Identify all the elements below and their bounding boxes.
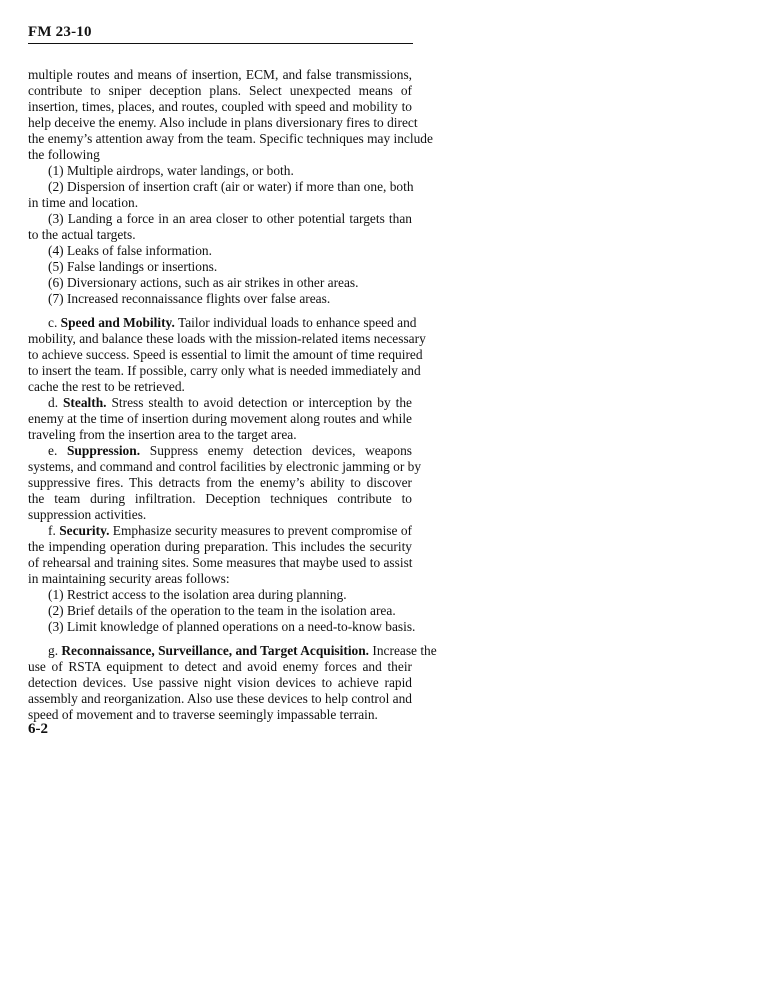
- list-item: (5) False landings or insertions.: [48, 259, 218, 274]
- header-rule: [28, 43, 413, 44]
- paragraph-lead-text: Suppress enemy detection devices, weapons: [140, 443, 412, 458]
- page-number: 6-2: [28, 721, 48, 737]
- paragraph-letter: c.: [48, 315, 61, 330]
- text-line: suppressive fires. This detracts from the enemy’s ability to discover: [28, 475, 412, 490]
- list-item: (2) Dispersion of insertion craft (air or water) if more than one, both: [48, 179, 414, 194]
- paragraph-letter: e.: [48, 443, 67, 458]
- paragraph-lead-text: Increase the: [369, 643, 437, 658]
- text-line: traveling from the insertion area to the target area.: [28, 427, 297, 442]
- paragraph-lead-text: Emphasize security measures to prevent compromise of: [109, 523, 413, 538]
- paragraph-suppression: [28, 443, 422, 523]
- list-item: (4) Leaks of false information.: [48, 243, 212, 258]
- paragraph-security: [28, 523, 416, 635]
- text-line: to insert the team. If possible, carry only what is needed immediately and: [28, 363, 421, 378]
- text-line: in maintaining security areas follows:: [28, 571, 230, 586]
- paragraph-stealth: [28, 395, 412, 443]
- text-line: speed of movement and to traverse seemingly impassable terrain.: [28, 707, 378, 722]
- text-line: the enemy’s attention away from the team. Specific techniques may include: [28, 131, 433, 146]
- list-item: (1) Multiple airdrops, water landings, or both.: [48, 163, 294, 178]
- text-line: enemy at the time of insertion during movement along routes and while: [28, 411, 412, 426]
- paragraph-letter: g.: [48, 643, 62, 658]
- text-line: assembly and reorganization. Also use these devices to help control and: [28, 691, 412, 706]
- list-item-continuation: to the actual targets.: [28, 227, 136, 242]
- list-item: (7) Increased reconnaissance flights over false areas.: [48, 291, 331, 306]
- paragraph-heading: Stealth.: [62, 395, 107, 410]
- text-line: the impending operation during preparation. This includes the security: [28, 539, 412, 554]
- text-line: cache the rest to be retrieved.: [28, 379, 185, 394]
- paragraph-first-line: [28, 395, 412, 411]
- text-line: systems, and command and control facilities by electronic jamming or by: [28, 459, 422, 474]
- body-text: [28, 67, 437, 723]
- paragraph-first-line: [28, 643, 437, 659]
- text-line: help deceive the enemy. Also include in plans diversionary fires to direct: [28, 115, 418, 130]
- list-item: (1) Restrict access to the isolation area during planning.: [48, 587, 347, 602]
- paragraph-heading: Suppression.: [66, 443, 141, 458]
- text-line: insertion, times, places, and routes, coupled with speed and mobility to: [28, 99, 412, 114]
- technique-list: [28, 163, 412, 307]
- paragraph-letter: d.: [48, 395, 63, 410]
- paragraph-first-line: [28, 523, 412, 539]
- paragraph-lead-text: Stress stealth to avoid detection or interception by the: [106, 395, 412, 410]
- text-line: the team during infiltration. Deception techniques contribute to: [28, 491, 412, 506]
- text-line: to achieve success. Speed is essential to limit the amount of time required: [28, 347, 423, 362]
- text-line: of rehearsal and training sites. Some measures that maybe used to assist: [28, 555, 413, 570]
- paragraph-first-line: [28, 443, 412, 459]
- paragraph-lead-text: Tailor individual loads to enhance speed and: [174, 315, 417, 330]
- text-line: the following: [28, 147, 100, 162]
- paragraph-rsta: [28, 643, 437, 723]
- paragraph-letter: f.: [48, 523, 60, 538]
- text-line: mobility, and balance these loads with the mission-related items necessary: [28, 331, 426, 346]
- intro-paragraph: [28, 67, 433, 163]
- paragraph-heading: Speed and Mobility.: [60, 315, 175, 330]
- paragraph-first-line: [28, 315, 417, 331]
- text-line: multiple routes and means of insertion, ECM, and false transmissions,: [28, 67, 412, 82]
- manual-id-header: FM 23-10: [28, 24, 92, 40]
- text-line: suppression activities.: [28, 507, 147, 522]
- text-line: use of RSTA equipment to detect and avoid enemy forces and their: [28, 659, 412, 674]
- paragraph-heading: Reconnaissance, Surveillance, and Target Acquisition.: [61, 643, 370, 658]
- paragraph-gap: [28, 635, 412, 643]
- list-item: (3) Limit knowledge of planned operations on a need-to-know basis.: [48, 619, 416, 634]
- text-line: detection devices. Use passive night vision devices to achieve rapid: [28, 675, 412, 690]
- list-item-continuation: in time and location.: [28, 195, 139, 210]
- list-item: (6) Diversionary actions, such as air strikes in other areas.: [48, 275, 359, 290]
- paragraph-speed-mobility: [28, 315, 426, 395]
- paragraph-gap: [28, 307, 412, 315]
- list-item: (3) Landing a force in an area closer to other potential targets than: [48, 211, 412, 226]
- list-item: (2) Brief details of the operation to the team in the isolation area.: [48, 603, 396, 618]
- paragraph-heading: Security.: [59, 523, 110, 538]
- text-line: contribute to sniper deception plans. Select unexpected means of: [28, 83, 412, 98]
